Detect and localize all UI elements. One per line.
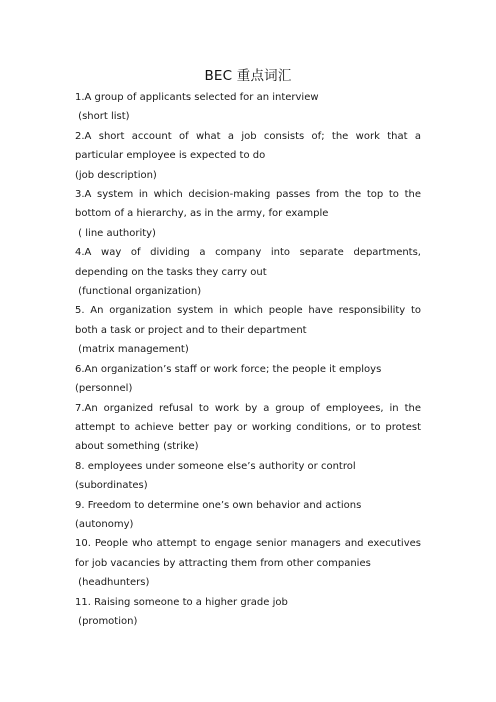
answer-term: (functional organization)	[75, 286, 202, 298]
answer-term: (headhunters)	[75, 577, 150, 589]
answer-term: (matrix management)	[75, 344, 189, 356]
definition-text: 3.A system in which decision-making passes from the top to the bottom of a hierarchy, as in the army, for example	[75, 189, 421, 220]
definition-text: 6.An organization’s staff or work force; the people it employs	[75, 363, 382, 375]
answer-term: (personnel)	[75, 383, 133, 395]
definition-text: 10. People who attempt to engage senior managers and executives for job vacancies by attracting them from other companies	[75, 538, 421, 569]
list-item	[75, 243, 421, 301]
list-item	[75, 457, 421, 496]
list-item	[75, 185, 421, 243]
definition-text: 4.A way of dividing a company into separate departments, depending on the tasks they carry out	[75, 247, 421, 278]
definition-text: 9. Freedom to determine one’s own behavior and actions	[75, 499, 362, 511]
document-title: BEC 重点词汇	[204, 68, 292, 84]
list-item	[75, 127, 421, 185]
list-item	[75, 496, 421, 535]
vocabulary-list	[75, 88, 421, 631]
list-item	[75, 534, 421, 592]
definition-text: 2.A short account of what a job consists of; the work that a particular employee is expected to do	[75, 130, 421, 162]
definition-text: 7.An organized refusal to work by a group of employees, in the attempt to achieve better pay or working conditions, or to protest about something (strike)	[75, 402, 421, 453]
answer-term: (short list)	[75, 111, 130, 123]
answer-term: ( line authority)	[75, 227, 156, 239]
answer-term: (job description)	[75, 169, 157, 181]
list-item	[75, 301, 421, 359]
definition-text: 11. Raising someone to a higher grade job	[75, 596, 288, 608]
list-item	[75, 88, 421, 127]
list-item	[75, 360, 421, 399]
list-item	[75, 593, 421, 632]
definition-text: 8. employees under someone else’s authority or control	[75, 460, 356, 472]
answer-term: (subordinates)	[75, 480, 148, 492]
list-item	[75, 399, 421, 457]
definition-text: 1.A group of applicants selected for an interview	[75, 92, 319, 103]
answer-term: (autonomy)	[75, 518, 134, 530]
definition-text: 5. An organization system in which people have responsibility to both a task or project and to their department	[75, 305, 421, 336]
answer-term: (promotion)	[75, 615, 138, 627]
